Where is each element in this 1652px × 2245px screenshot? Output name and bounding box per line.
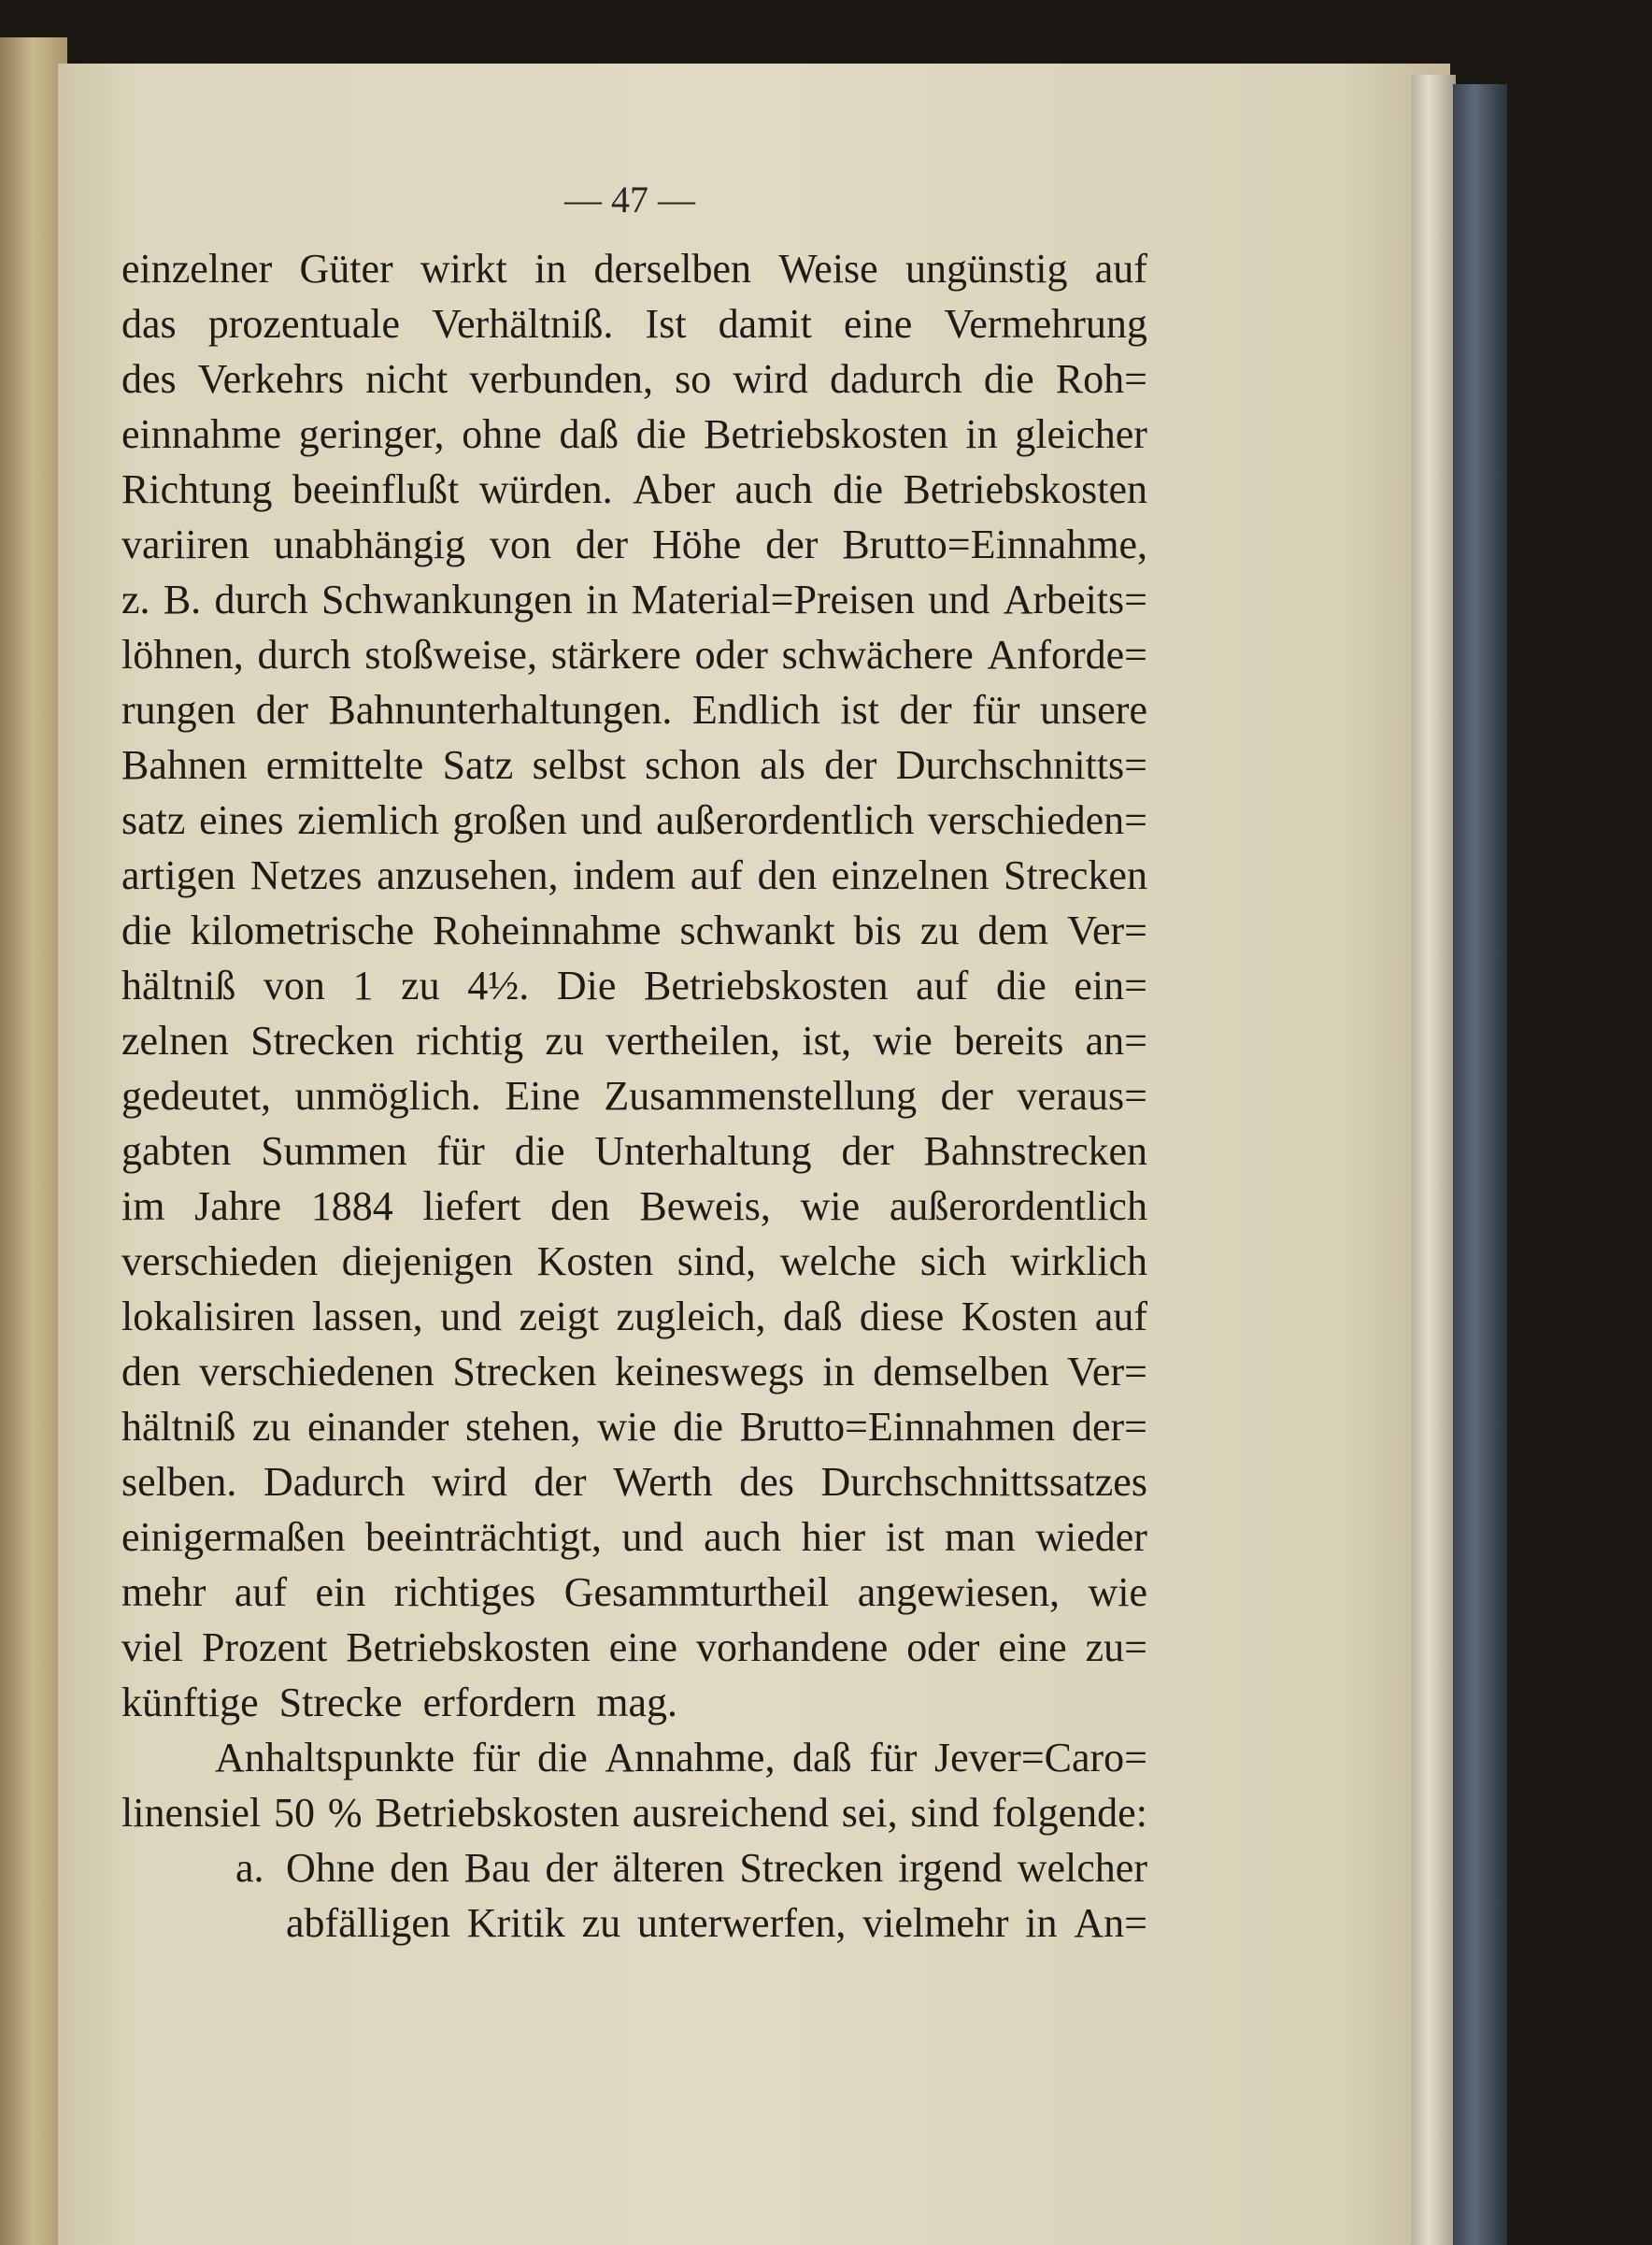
word: zu [545,1018,584,1064]
word: für [436,1128,485,1174]
word: verschiedenen [199,1349,434,1394]
word: Bahnstrecken [923,1128,1147,1174]
text-line [121,1895,1147,1951]
word: durch [214,577,308,622]
word: Satz [442,742,514,788]
word: An= [1074,1900,1147,1946]
word: z. [121,577,150,622]
word: ein [315,1569,366,1615]
word: einzelnen [831,852,990,898]
word: beeinflußt [292,466,460,512]
text-line [121,1675,1147,1730]
word: Strecke [278,1680,403,1725]
word: in [586,577,619,622]
word: stoßweise, [364,632,537,678]
word: Ver= [1067,1349,1147,1394]
word: Roheinnahme [433,908,662,953]
text-line [121,1840,1147,1895]
word: der [940,1073,993,1119]
word: Anhaltspunkte [215,1735,455,1780]
text-line [121,1013,1147,1068]
word: gedeutet, [121,1073,272,1119]
word: Eine [505,1073,580,1119]
word: und [440,1294,503,1339]
word: für [472,1735,520,1780]
word: die [983,356,1034,402]
word: großen [452,797,567,843]
word: der= [1071,1404,1147,1450]
word: ein= [1074,963,1147,1008]
word: Material=Preisen [631,577,916,622]
word: % [327,1790,363,1836]
word: Strecken [452,1349,597,1394]
word: Die [556,963,617,1008]
word: daß [782,1294,843,1339]
text-line [121,848,1147,903]
word: Prozent [201,1624,328,1670]
word: unterwerfen, [636,1900,847,1946]
word: von [263,963,325,1008]
text-line [121,1509,1147,1565]
word: Betriebskosten [704,411,948,457]
word: und [928,577,990,622]
word: Jever=Caro= [934,1735,1147,1780]
text-line [121,1179,1147,1234]
word: Weise [778,246,878,292]
word: ausreichend [632,1790,829,1836]
word: einander [306,1404,449,1450]
word: Schwankungen [320,577,573,622]
word: ist, [802,1018,851,1064]
word: auch [704,1514,782,1560]
text-line [121,793,1147,848]
word: den [550,1183,610,1229]
word: zu [401,963,440,1008]
word: wie [873,1018,933,1064]
word: welche [779,1238,897,1284]
word: Verhältniß. [432,301,614,347]
word: schon [645,742,741,788]
word: angewiesen, [857,1569,1060,1615]
word: unabhängig [273,522,466,567]
word: derselben [593,246,752,292]
word: geringer, [298,411,445,457]
word: der [575,522,629,567]
word: älteren [612,1845,725,1891]
word: die [121,908,172,953]
word: wird [733,356,808,402]
word: eines [199,797,284,843]
word: hältniß [121,963,236,1008]
word: unmöglich. [294,1073,481,1119]
word: eine [998,1624,1067,1670]
body-text [121,241,1147,1951]
word: und [580,797,643,843]
word: würden. [478,466,613,512]
word: Strecken [250,1018,395,1064]
word: selben. [121,1459,237,1505]
word: Ohne [286,1845,376,1891]
word: prozentuale [207,301,400,347]
word: bis [853,908,902,953]
word: ohne [462,411,542,457]
text-line [121,1234,1147,1289]
word: eine [844,301,913,347]
word: der [824,742,877,788]
word: und [621,1514,684,1560]
word: veraus= [1017,1073,1147,1119]
word: zeigt [519,1294,600,1339]
word: Betriebskosten [346,1624,591,1670]
word: 4½. [467,963,530,1008]
word: lokalisiren [121,1294,295,1339]
word: Netzes [249,852,363,898]
word: damit [718,301,812,347]
text-line [121,958,1147,1013]
word: oder [906,1624,980,1670]
book-cover-edge [1453,84,1507,2245]
word: künftige [121,1680,259,1725]
word: Kosten [536,1238,654,1284]
word: hältniß [121,1404,236,1450]
word: in [965,411,998,457]
text-line [121,407,1147,462]
word: einigermaßen [121,1514,346,1560]
word: Beweis, [639,1183,771,1229]
word: die [635,411,687,457]
word: Zusammenstellung [604,1073,918,1119]
word: ist [885,1514,925,1560]
word: löhnen, [121,632,244,678]
word: Aber [633,466,716,512]
text-line [121,462,1147,517]
word: verschieden= [928,797,1147,843]
word: stärkere [550,632,681,678]
word: dem [977,908,1049,953]
word: artigen [121,852,236,898]
word: Brutto=Einnahmen [739,1404,1056,1450]
word: in [822,1349,855,1394]
word: man [944,1514,1016,1560]
word: diese [859,1294,945,1339]
word: Ver= [1067,908,1147,953]
word: bereits [954,1018,1064,1064]
word: wieder [1035,1514,1147,1560]
word: richtiges [393,1569,536,1615]
word: oder [694,632,768,678]
word: vielmehr [862,1900,1009,1946]
word: 1 [352,963,374,1008]
word: hier [801,1514,866,1560]
text-line [121,1454,1147,1509]
word: eine [608,1624,678,1670]
word: liefert [422,1183,521,1229]
word: zelnen [121,1018,229,1064]
text-line [121,1399,1147,1454]
text-line [121,1565,1147,1620]
text-line [121,241,1147,296]
word: Kritik [466,1900,565,1946]
word: einnahme [121,411,282,457]
word: sind [910,1790,979,1836]
word: Betriebskosten [375,1790,620,1836]
word: erfordern [422,1680,577,1725]
word: abfälligen [286,1900,450,1946]
text-line [121,1123,1147,1179]
word: satz [121,797,186,843]
word: Strecken [1004,852,1147,898]
word: lassen, [312,1294,423,1339]
word: der [899,687,952,733]
word: die [833,466,883,512]
word: die [673,1404,724,1450]
word: kilometrische [190,908,415,953]
word: das [121,301,177,347]
word: vorhandene [696,1624,889,1670]
word: Ist [645,301,687,347]
word: viel [121,1624,183,1670]
word: Richtung [121,466,273,512]
word: 50 [273,1790,315,1836]
word: zu= [1085,1624,1147,1670]
word: Betriebskosten [903,466,1147,512]
list-item-label: a. [235,1845,264,1891]
word: außerordentlich [889,1183,1147,1229]
word: Anforde= [987,632,1147,678]
word: der [841,1128,894,1174]
word: wie [597,1404,657,1450]
word: sich [919,1238,987,1284]
word: Durchschnittssatzes [820,1459,1147,1505]
word: zu [581,1900,621,1946]
word: Durchschnitts= [895,742,1147,788]
word: so [675,356,712,402]
word: mag. [596,1680,678,1725]
word: B. [163,577,202,622]
word: von [489,522,551,567]
word: Summen [261,1128,407,1174]
word: ungünstig [904,246,1068,292]
word: für [869,1735,918,1780]
word: schwächere [781,632,974,678]
word: Gesammturtheil [563,1569,830,1615]
word: linensiel [121,1790,262,1836]
word: unsere [1040,687,1147,733]
word: wird [432,1459,507,1505]
word: demselben [873,1349,1049,1394]
word: rungen [121,687,236,733]
word: indem [573,852,676,898]
text-line [121,1344,1147,1399]
word: einzelner [121,246,273,292]
word: dadurch [830,356,962,402]
word: anzusehen, [377,852,559,898]
word: keineswegs [614,1349,805,1394]
word: verschieden [121,1238,319,1284]
word: die [537,1735,588,1780]
word: wirkt [420,246,507,292]
word: Werth [613,1459,713,1505]
word: schwankt [679,908,835,953]
word: vertheilen, [605,1018,781,1064]
word: der [765,522,819,567]
word: auf [1094,246,1147,292]
word: in [1025,1900,1058,1946]
word: des [121,356,177,402]
word: Unterhaltung [594,1128,812,1174]
word: Roh= [1055,356,1147,402]
word: Verkehrs [197,356,345,402]
word: selbst [532,742,626,788]
word: Vermehrung [944,301,1147,347]
word: richtig [416,1018,524,1064]
word: mehr [121,1569,206,1615]
word: sei, [841,1790,898,1836]
word: den [390,1845,449,1891]
word: der [534,1459,587,1505]
word: daß [792,1735,852,1780]
word: irgend [898,1845,1003,1891]
word: durch [257,632,351,678]
page-stack-edge [1411,75,1456,2245]
word: Annahme, [605,1735,776,1780]
word: im [121,1183,165,1229]
text-line [121,737,1147,793]
word: auf [916,963,969,1008]
word: Bau [463,1845,531,1891]
word: Dadurch [263,1459,406,1505]
word: des [739,1459,794,1505]
word: zu [251,1404,292,1450]
word: welcher [1017,1845,1147,1891]
word: beeinträchtigt, [365,1514,602,1560]
word: variiren [121,522,249,567]
word: den [121,1349,181,1394]
word: Bahnen [121,742,248,788]
word: zugleich, [616,1294,766,1339]
word: folgende: [991,1790,1147,1836]
word: an= [1085,1018,1147,1064]
word: wirklich [1010,1238,1147,1284]
word: gleicher [1015,411,1147,457]
word: stehen, [465,1404,581,1450]
word: die [514,1128,565,1174]
text-line [121,1785,1147,1840]
word: außerordentlich [656,797,915,843]
word: auf [1094,1294,1147,1339]
word: ist [840,687,879,733]
text-line [121,627,1147,682]
word: diejenigen [341,1238,513,1284]
word: Jahre [194,1183,281,1229]
word: für [972,687,1020,733]
word: Endlich [691,687,820,733]
text-line [121,351,1147,407]
word: den [757,852,818,898]
word: wie [1088,1569,1147,1615]
word: der [255,687,308,733]
text-line [121,296,1147,351]
word: auch [734,466,813,512]
word: der [545,1845,598,1891]
page-number: — 47 — [564,179,695,221]
word: 1884 [310,1183,393,1229]
text-line [121,572,1147,627]
word: die [995,963,1047,1008]
word: auf [234,1569,288,1615]
text-line [121,517,1147,572]
text-line [121,1730,1147,1785]
word: nicht [365,356,449,402]
word: Höhe [651,522,742,567]
word: sind, [676,1238,757,1284]
text-line [121,1289,1147,1344]
word: verbunden, [469,356,654,402]
word: auf [690,852,743,898]
word: Strecken [739,1845,884,1891]
word: ziemlich [297,797,439,843]
text-line [121,1068,1147,1123]
word: als [760,742,805,788]
word: Kosten [961,1294,1078,1339]
word: gabten [121,1128,232,1174]
word: daß [559,411,619,457]
word: in [534,246,567,292]
word: Betriebskosten [644,963,889,1008]
word: Brutto=Einnahme, [842,522,1147,567]
word: Arbeits= [1003,577,1147,622]
text-line [121,903,1147,958]
word: ermittelte [265,742,424,788]
text-line [121,1620,1147,1675]
word: Güter [299,246,393,292]
word: Bahnunterhaltungen. [328,687,673,733]
word: zu [919,908,960,953]
text-line [121,682,1147,737]
word: wie [800,1183,861,1229]
